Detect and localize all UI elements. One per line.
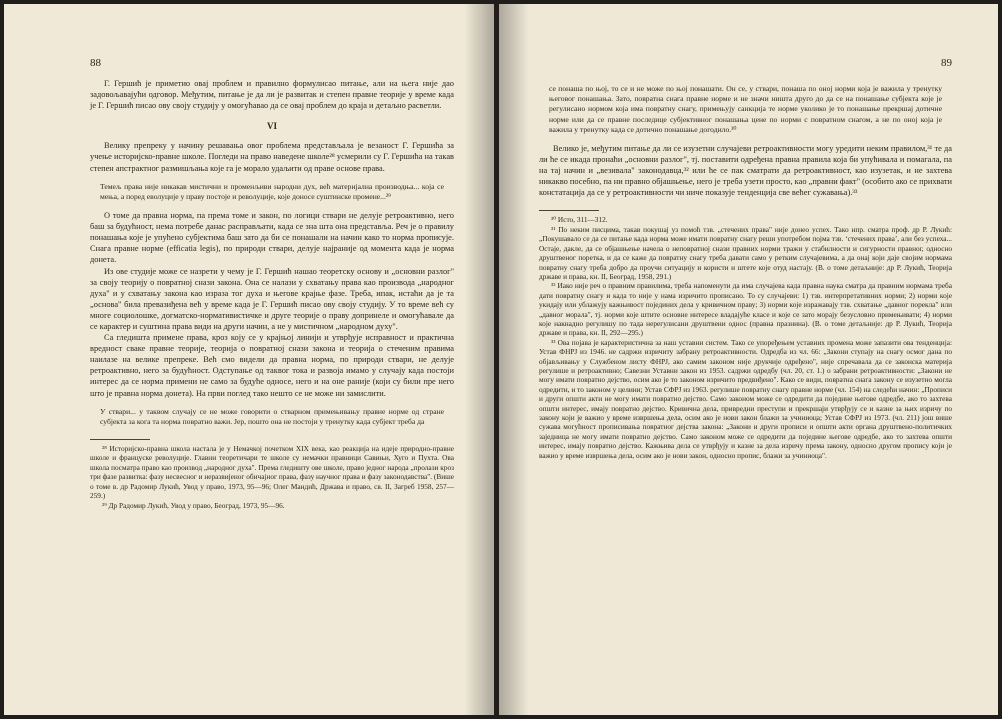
footnote: ³² Иако није реч о правним правилима, треба напоменути да има случајева када правна наука сматра да правним нормама треба дати повратну снагу и када то није у нама изричито прописано. То су случајеви: 1) тзв. интерпретативних норми; 2) норми које укидају или ублажују кажњивост појединих дела у кривичном праву; 3) норми које изражавају тзв. схватање „давног порекла" или „давног морала", тј. норми које штите основне интересе владајуће класе и које се зато морају безусловно примењивати; 4) норми које накнадно регулишу по тада нерегулисани друштвени однос (правна празнина). (В. о томе детаљније: др Р. Лукић, Теорија државе и права, кн. II, 292—295.)	[539, 281, 952, 338]
block-quote: Темељ права није никакав мистични и променљиви народни дух, већ материјална производња... која се мења, а поред еволуције у праву постоје и револуције, које доносе суштинске промене...²⁹	[100, 181, 444, 201]
paragraph: Г. Гершић је приметио овај проблем и правилно формулисао питање, али на њега није дао задовољавајући одговор. Међутим, питање је да ли је развитак и степен правне теорије у време када је Г. Гершић писао ову своју студију у омогућавао да се овај проблем до краја и детаљно расветли.	[90, 79, 454, 111]
block-quote: се понаша по њој, то се и не може по њој понашати. Он се, у ствари, понаша по оној норми која је важила у тренутку његовог понашања. Зато, повратна снага правне норме и не значи ништа друго до да се на понашање субјекта које је регулисано нормом која има повратну снагу, примењују санкција те норме уколико је то понашање прекршај дотичне норме или да се правне последице субјективног понашања цене по норми с повратном снагом, а не по оној која је важила у тренутку када се дотично понашање догодило.³⁰	[549, 84, 942, 134]
right-page	[499, 4, 998, 715]
left-text-column	[90, 78, 454, 510]
left-page	[4, 4, 494, 715]
binding-shadow	[499, 4, 529, 715]
paragraph: Из ове студије може се назрети у чему је Г. Гершић нашао теоретску основу и „основни разлог" за своју теорију о повратној снази закона. Она се налази у схватању права као производа „народног духа" и у схватању закона као израза тог духа и његове крајње фазе. Треба, ипак, истаћи да је та „основа" била превазиђена већ у време када је Г. Гершић писао ову своју студију. У то време већ су многе социолошке, догматско-нормативистичке и друге теорије о праву допринеле и омогућавале да се карактер и суштина права види на други начин, а не у мистичном „народном духу".	[90, 266, 454, 331]
block-quote: У ствари... у таквом случају се не може говорити о стварном примењивању правне норме од стране субјекта за кога та норма повратно важи. Јер, пошто она не постоји у тренутку када субјект треба да	[100, 406, 444, 426]
right-text-column	[539, 84, 952, 460]
footnote: ²⁸ Историјско-правна школа настала је у Немачкој почетком XIX века, као реакција на идеје природно-правне школе и француске револуције. Главни теоретичари те школе су немачки правници Савињи, Хуго и Пухта. Ова школа посматра право као производ „народног духа". Према гледишту ове школе, право једног народа „пролази кроз три фазе развитка: фазу несвесног и неразвијеног обичајног права, фазу научног права и фазу законодавства". (Више о томе в. др Радомир Лукић, Увод у право, 1973, 95—96; Олег Мандић, Држава и право, св. II, Загреб 1958, 257—259.)	[90, 444, 454, 501]
footnote: ³³ Ова појава је карактеристична за наш уставни систем. Тако се упоређењем уставних промена може запазити ова тенденција: Устав ФНРЈ из 1946. не садржи изричиту забрану ретроактивности. Одредба из чл. 66: „Закони ступају на снагу осмог дана по објављивању у Службеном листу ФНРЈ, ако самим законом није друкчије одређено", није спречавала да се законска материја регулише и ретроактивно; Савезни Уставни закон из 1953. садржи одредбу (чл. 20, ст. 1.) о забрани ретроактивности: „Закони не могу имати повратно дејство, осим ако је то законом изричито предвиђено". Како се види, повратна снага закону се изузетно могла одредити, и то законом у целини; Устав СФРЈ из 1963. регулише повратну снагу правне норме (чл. 154) на следећи начин: „Прописи и други општи акти не могу имати повратно дејство. Само законом може се одредити да поједине његове одредбе, ако то захтева општи интерес, имају повратно дејство. Кривична дела, привредни преступи и прекршаји утврђују се и казне за њих изричу по закону који је важио у време извршења дела, осим ако је нови закон блажи за учиниоца; Устав СФРЈ из 1973. (чл. 211) још више сужава могућност прописивања повратног дејства закона: „Закони и други прописи и општи акти органа друштвено-политичких заједница не могу имати повратно дејство. Само законом може се одредити да поједине његове одредбе, ако то захтева општи интерес, имају повратно дејство. Кажњива дела се утврђују и казне за дела изричу према закону, односно другом пропису који је важио у време извршења дела, осим ако је нови закон, односно пропис, блажи за учиниоца".	[539, 337, 952, 460]
footnote-divider	[539, 210, 599, 211]
footnote: ³¹ По неким писцима, такав покушај уз помоћ тзв. „стечених права" није донео успех. Тако нпр. сматра проф. др Р. Лукић: „Покушавало се да се питање када норма може имати повратну снагу реши употребом појма тзв. ‘стечених права’, али без успеха... Остаје, дакле, да се објашњење начела о неповратној снази правних норми тражи у стабилности и сигурности правног, односно друштвеног поретка, и да се каже да повратну снагу треба давати само у ретким случајевима, а да онај који даје својим нормама повратну снагу треба добро да проучи ситуацију и користи и штете које отуд настају. (В. о томе детаљније: др Р. Лукић, Теорија државе и права, кн. II, Београд, 1958, 291.)	[539, 224, 952, 281]
footnote-divider	[90, 439, 150, 440]
paragraph: Са гледишта примене права, кроз коју се у крајњој линији и утврђује исправност и практична вредност сваке правне теорије, теорија о повратној снази закона и теорија о стеченим правима наилазе на велике препреке. Већ смо видели да правна норма, по природи ствари, не делује ретроактивно, него за будућност. Одступање од таквог тока и развоја имамо у случају када постоји интерес да се норма примени не само за будуће односе, него и на оне раније (који су били пре него што је правна норма донета). На први поглед тако нешто се не може ни замислити.	[90, 333, 454, 398]
paragraph: Велико је, међутим питање да ли се изузетни случајеви ретроактивности могу уредити неким правилом,³¹ те да ли ће се икада пронаћи „основни разлог", тј. поставити одређена правна правила која би упућивала и помагала, па на тај начин и „везивала" законодавца,³² или ће се пак сматрати да ретроактивност, као изузетак, и не захтева никакво посебно, па ни правно објашњење, него је треба узети просто, као „правни факт" (особито ако се прихвати констатација да се у ретроактивности чи ниче показује тенденција све већег сужавања).³³	[539, 144, 952, 198]
paragraph: Велику препреку у начину решавања овог проблема представљала је везаност Г. Гершића за учење историјско-правне школе. Погледи на право наведене школе²⁸ усмерили су Г. Гершића на такав степен апстрактног размишљања које га је морало удаљити од праве основе права.	[90, 141, 454, 173]
footnote: ²⁹ Др Радомир Лукић, Увод у право, Београд, 1973, 95—96.	[102, 500, 285, 510]
page-number: 88	[90, 57, 101, 69]
footnote: ³⁰ Исто, 311—312.	[551, 215, 608, 225]
page-number: 89	[941, 57, 952, 69]
paragraph: О томе да правна норма, па према томе и закон, по логици ствари не делује ретроактивно, него баш за будућност, нема потребе данас расправљати, када се зна шта она представља. Реч је о правилу понашања које је упућено субјектима баш зато да би се понашали на начин како то норма прописује. Снага правне норме (efficatia legis), по природи ствари, делује најраније од момента када је норма донета.	[90, 211, 454, 265]
binding-shadow	[464, 4, 494, 715]
section-heading: VI	[266, 121, 277, 132]
